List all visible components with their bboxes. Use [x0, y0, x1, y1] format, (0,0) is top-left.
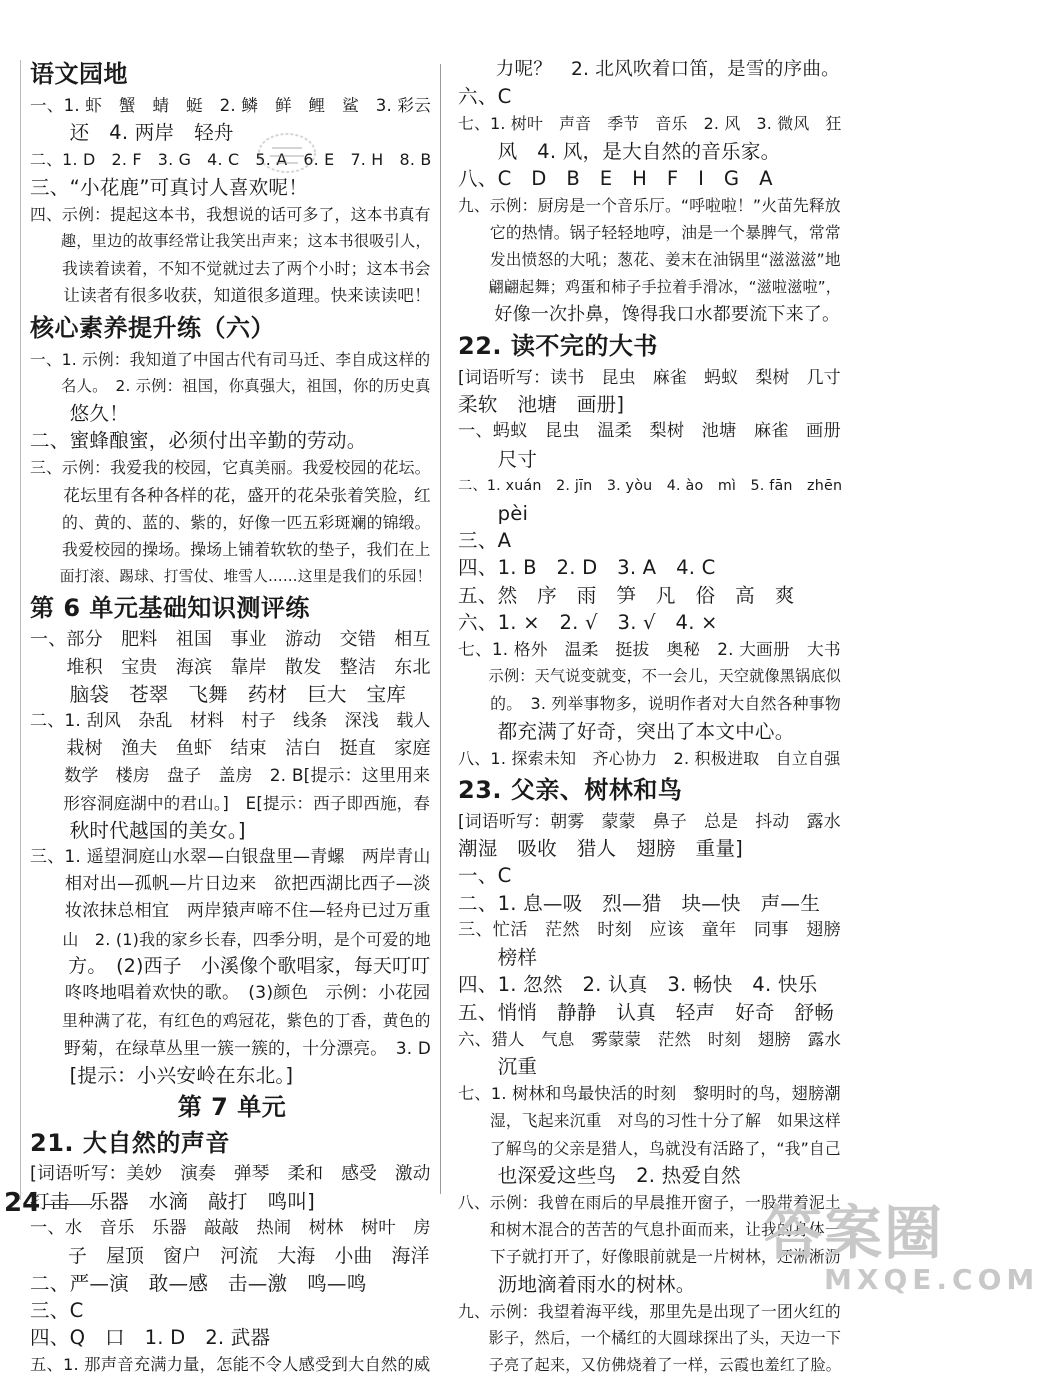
answer-line: 花坛里有各种各样的花，盛开的花朵张着笑脸，红 — [30, 485, 431, 505]
answer-line: 二、1. 刮风 杂乱 材料 村子 线条 深浅 载人 — [30, 711, 431, 732]
answer-line: 悠久！ — [30, 402, 129, 426]
answer-line: 榜样 — [458, 946, 538, 970]
answer-line: 柔软 池塘 画册] — [458, 393, 625, 417]
answer-line: 九、示例：我望着海平线，那里先是出现了一团火红的 — [458, 1301, 841, 1321]
answer-line: 三、A — [458, 529, 512, 553]
answer-line: 形容洞庭湖中的君山。] E[提示：西子即西施，春 — [30, 793, 431, 813]
answer-line: 发出愤怒的大吼；葱花、姜末在油锅里“滋滋滋”地 — [458, 250, 841, 270]
watermark-logo — [764, 1199, 1039, 1305]
answer-line: 二、蜜蜂酿蜜，必须付出辛勤的劳动。 — [30, 429, 367, 453]
answer-line: 尺寸 — [458, 447, 538, 471]
answer-line: [词语听写：读书 昆虫 麻雀 蚂蚁 梨树 几寸 — [458, 367, 841, 388]
answer-line: 面打滚、踢球、打雪仗、堆雪人……这里是我们的乐园！ — [30, 568, 432, 586]
answer-line: 方。 (2)西子 小溪像个歌唱家，每天叮叮 — [30, 954, 431, 977]
answer-line: 潮湿 吸收 猎人 翅膀 重量] — [458, 837, 743, 861]
section-heading: 语文园地 — [30, 60, 128, 88]
answer-line: 三、示例：我爱我的校园，它真美丽。我爱校园的花坛。 — [30, 458, 431, 478]
answer-line: 三、“小花鹿”可真讨人喜欢呢！ — [30, 175, 309, 199]
answer-line: 也深爱这些鸟 2. 热爱自然 — [458, 1163, 741, 1187]
answer-line: [提示：小兴安岭在东北。] — [30, 1063, 294, 1087]
answer-line: 三、忙活 茫然 时刻 应该 童年 同事 翅膀 — [458, 919, 841, 940]
answer-line: 山 2. (1)我的家乡长春，四季分明，是个可爱的地 — [30, 929, 431, 949]
answer-line: [词语听写：美妙 演奏 弹琴 柔和 感受 激动 — [30, 1163, 431, 1184]
answer-line: 四、Q 口 1. D 2. 武器 — [30, 1326, 271, 1350]
answer-line: 里种满了花，有红色的鸡冠花，紫色的丁香，黄色的 — [30, 1011, 431, 1031]
section-heading: 21. 大自然的声音 — [30, 1128, 230, 1157]
left-column — [30, 56, 434, 1379]
answer-line: 五、1. 那声音充满力量，怎能不令人感受到大自然的威 — [30, 1355, 431, 1375]
answer-line: 子亮了起来，又仿佛烧着了一样，云霞也羞红了脸。 — [458, 1356, 842, 1375]
answer-line: 一、1. 虾 蟹 蜻 蜓 2. 鳞 鲜 鲤 鲨 3. 彩云 — [30, 96, 431, 115]
answer-line: 名人。 2. 示例：祖国，你真强大，祖国，你的历史真 — [30, 376, 431, 395]
section-heading: 22. 读不完的大书 — [458, 332, 658, 361]
answer-line: 二、1. 息—吸 烈—猎 块—快 声—生 — [458, 891, 821, 915]
section-heading: 核心素养提升练（六） — [30, 313, 275, 342]
answer-line: 一、水 音乐 乐器 敲敲 热闹 树林 树叶 房 — [30, 1218, 431, 1239]
page-number-rule — [44, 1204, 92, 1205]
stamp-icon — [256, 130, 318, 176]
answer-line: 力呢？ 2. 北风吹着口笛，是雪的序曲。 — [458, 59, 840, 80]
answer-line: 八、1. 探索未知 齐心协力 2. 积极进取 自立自强 — [458, 748, 841, 768]
answer-line: 四、1. 忽然 2. 认真 3. 畅快 4. 快乐 — [458, 973, 818, 997]
answer-line: 咚咚地唱着欢快的歌。 (3)颜色 示例：小花园 — [30, 983, 431, 1004]
answer-line: 子 屋顶 窗户 河流 大海 小曲 海洋 — [30, 1245, 430, 1267]
watermark-text: 答案圈 — [764, 1199, 945, 1267]
answer-line: 一、C — [458, 864, 512, 888]
answer-line: 栽树 渔夫 鱼虾 结束 洁白 挺直 家庭 — [30, 738, 431, 760]
answer-line: 脑袋 苍翠 飞舞 药材 巨大 宝库 — [30, 682, 407, 706]
answer-line: 湿，飞起来沉重 对鸟的习性十分了解 如果这样 — [458, 1111, 841, 1131]
answer-line: 四、1. B 2. D 3. A 4. C — [458, 556, 716, 580]
answer-line: 风 4. 风，是大自然的音乐家。 — [458, 139, 781, 163]
answer-line: 五、悄悄 静静 认真 轻声 好奇 舒畅 — [458, 1000, 835, 1024]
answer-line: 我读着读着，不知不觉就过去了两个小时；这本书会 — [30, 259, 431, 279]
answer-line: 一、部分 肥料 祖国 事业 游动 交错 相互 — [30, 629, 431, 651]
answer-line: 翩翩起舞；鸡蛋和柿子手拉着手滑冰，“滋啦滋啦”， — [458, 277, 842, 296]
answer-line: 示例：天气说变就变，不一会儿，天空就像黑锅底似 — [458, 667, 842, 686]
answer-line: 二、1. D 2. F 3. G 4. C 5. A 6. E 7. H 8. B — [30, 150, 432, 170]
answer-line: 二、严—演 敢—感 击—激 鸣—鸣 — [30, 1271, 367, 1295]
answer-line: 相对出—孤帆—片日边来 欲把西湖比西子—淡 — [30, 874, 431, 895]
answer-line: 都充满了好奇，突出了本文中心。 — [458, 719, 795, 743]
answer-line: 我爱校园的操场。操场上铺着软软的垫子，我们在上 — [30, 540, 431, 560]
answer-line: 了解鸟的父亲是猎人，鸟就没有活路了，“我”自己 — [458, 1138, 841, 1158]
answer-line: 趣，里边的故事经常让我笑出声来；这本书很吸引人， — [30, 232, 431, 251]
section-heading: 23. 父亲、树林和鸟 — [458, 776, 683, 805]
answer-line: 影子，然后，一个橘红的大圆球探出了头，天边一下 — [458, 1328, 842, 1347]
margin-rule — [20, 60, 21, 1200]
answer-line: 好像一次扑鼻，馋得我口水都要流下来了。 — [458, 303, 841, 325]
answer-line: 一、蚂蚁 昆虫 温柔 梨树 池塘 麻雀 画册 — [458, 421, 841, 442]
answer-line: 沉重 — [458, 1054, 538, 1078]
answer-line: 还 4. 两岸 轻舟 — [30, 121, 234, 145]
answer-line: 八、示例：我曾在雨后的早晨推开窗子，一股带着泥土 — [458, 1192, 841, 1212]
answer-line: 秋时代越国的美女。] — [30, 818, 246, 842]
section-heading: 第 6 单元基础知识测评练 — [30, 594, 310, 623]
right-column — [458, 56, 844, 1379]
answer-line: [词语听写：朝雾 蒙蒙 鼻子 总是 抖动 露水 — [458, 811, 841, 832]
unit-heading: 第 7 单元 — [177, 1092, 287, 1121]
answer-line: 它的热情。锅子轻轻地哼，油是一个暴脾气，常常 — [458, 223, 841, 243]
answer-line: 沥地滴着雨水的树林。 — [458, 1272, 696, 1296]
answer-line: 九、示例：厨房是一个音乐厅。“呼啦啦！”火苗先释放 — [458, 196, 841, 216]
answer-line: 和树木混合的苦苦的气息扑面而来，让我的身体一 — [458, 1220, 841, 1240]
answer-line: 一、1. 示例：我知道了中国古代有司马迁、李自成这样的 — [30, 349, 431, 369]
answer-line: 六、猎人 气息 雾蒙蒙 茫然 时刻 翅膀 露水 — [458, 1029, 842, 1049]
answer-line: 野菊，在绿草丛里一簇一簇的，十分漂亮。 3. D — [30, 1037, 431, 1058]
answer-line: pèi — [458, 502, 529, 526]
answer-line: 妆浓抹总相宜 两岸猿声啼不住—轻舟已过万重 — [30, 901, 431, 922]
answer-line: 七、1. 树林和鸟最快活的时刻 黎明时的鸟，翅膀潮 — [458, 1084, 841, 1104]
answer-line: 数学 楼房 盘子 盖房 2. B[提示：这里用来 — [30, 765, 431, 786]
answer-line: 打击 乐器 水滴 敲打 鸣叫] — [30, 1190, 315, 1214]
answer-line: 七、1. 树叶 声音 季节 音乐 2. 风 3. 微风 狂 — [458, 114, 842, 134]
answer-line: 三、C — [30, 1298, 84, 1322]
answer-line: 七、1. 格外 温柔 挺拔 奥秘 2. 大画册 大书 — [458, 639, 841, 660]
answer-line: 下子就打开了，好像眼前就是一片树林，还淅淅沥 — [458, 1247, 841, 1267]
page-number: 24 — [4, 1188, 41, 1218]
answer-line: 堆积 宝贵 海滨 靠岸 散发 整洁 东北 — [30, 656, 431, 678]
answer-line: 的、黄的、蓝的、紫的，好像一匹五彩斑斓的锦缎。 — [30, 512, 431, 532]
answer-line: 六、1. × 2. √ 3. √ 4. × — [458, 610, 718, 634]
column-divider — [440, 64, 441, 1194]
answer-line: 六、C — [458, 85, 512, 109]
answer-line: 五、然 序 雨 笋 凡 俗 高 爽 — [458, 583, 795, 607]
answer-line: 让读者有很多收获，知道很多道理。快来读读吧！ — [30, 286, 431, 306]
answer-line: 八、C D B E H F I G A — [458, 166, 773, 190]
answer-line: 三、1. 遥望洞庭山水翠—白银盘里—青螺 两岸青山 — [30, 847, 431, 868]
answer-line: 二、1. xuán 2. jīn 3. yòu 4. ào mì 5. fān zhēn — [458, 477, 843, 494]
answer-line: 四、示例：提起这本书，我想说的话可多了，这本书真有 — [30, 204, 431, 224]
answer-line: 的。 3. 列举事物多，说明作者对大自然各种事物 — [458, 694, 841, 714]
watermark-url: MXQE.COM — [824, 1263, 1039, 1296]
